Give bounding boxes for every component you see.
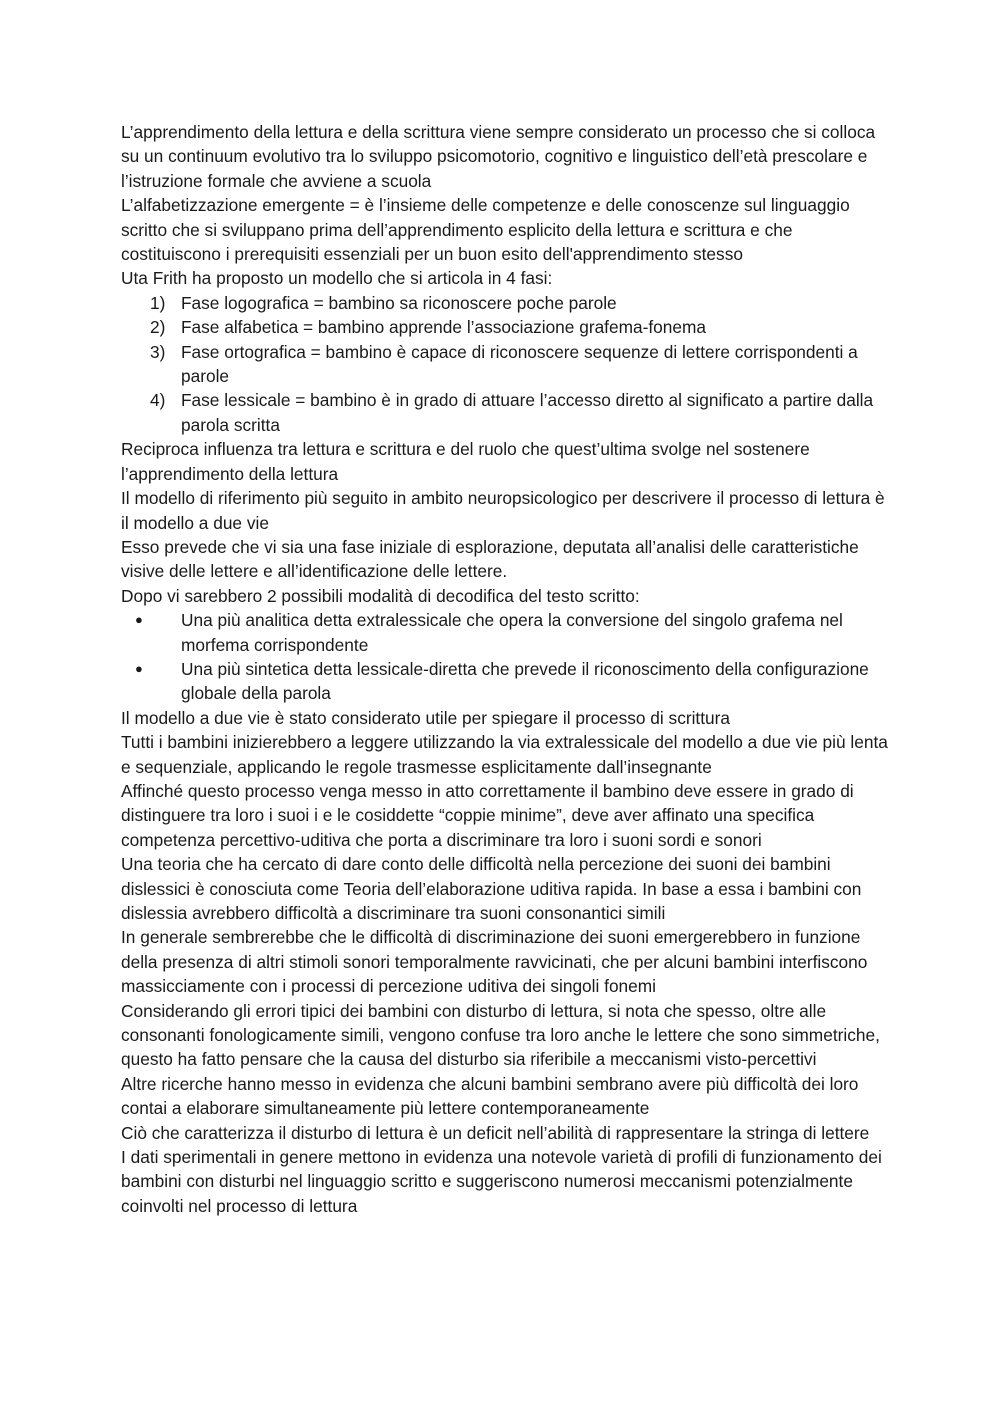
document-body <box>121 120 891 1218</box>
paragraph-typical-errors: Considerando gli errori tipici dei bambini con disturbo di lettura, si nota che spesso, oltre alle consonanti fonologicamente simili, vengono confuse tra loro anche le lettere che sono simmetriche, questo ha fatto pensare che la causa del disturbo sia riferibile a meccanismi visto-percettivi <box>121 1000 880 1070</box>
phases-list <box>121 291 891 437</box>
list-number: 3) <box>150 341 166 362</box>
paragraph-writing-process: Il modello a due vie è stato considerato utile per spiegare il processo di scrittura <box>121 707 731 728</box>
list-item-text: Fase lessicale = bambino è in grado di attuare l’accesso diretto al significato a partire dalla parola scritta <box>181 390 874 435</box>
list-number: 1) <box>150 292 166 313</box>
paragraph-minimal-pairs: Affinché questo processo venga messo in atto correttamente il bambino deve essere in grado di distinguere tra loro i suoi i e le cosiddette “coppie minime”, deve aver affinato una specifica competenza percettivo-uditiva che porta a discriminare tra loro i suoni sordi e sonori <box>121 780 854 850</box>
list-item <box>121 340 891 389</box>
list-item-text: Una più analitica detta extralessicale che opera la conversione del singolo grafema nel morfema corrispondente <box>181 610 843 655</box>
paragraph-exploration-phase: Esso prevede che vi sia una fase iniziale di esplorazione, deputata all’analisi delle caratteristiche visive delle lettere e all’identificazione delle lettere. <box>121 536 859 582</box>
paragraph-emergent-literacy: L’alfabetizzazione emergente = è l’insieme delle competenze e delle conoscenze sul linguaggio scritto che si sviluppano prima dell’apprendimento esplicito della lettura e scrittura e che costituiscono i prerequisiti essenziali per un buon esito dell'apprendimento stesso <box>121 195 850 265</box>
list-number: 4) <box>150 390 166 411</box>
bullet-icon: ● <box>135 612 143 628</box>
bullet-icon: ● <box>135 660 143 676</box>
list-item <box>121 608 891 657</box>
list-number: 2) <box>150 317 166 338</box>
paragraph-decoding-modes: Dopo vi sarebbero 2 possibili modalità di decodifica del testo scritto: <box>121 585 640 606</box>
paragraph-dual-route-model: Il modello di riferimento più seguito in ambito neuropsicologico per descrivere il processo di lettura è il modello a due vie <box>121 488 885 533</box>
list-item-text: Fase ortografica = bambino è capace di riconoscere sequenze di lettere corrispondenti a parole <box>181 341 858 387</box>
paragraph-extralexical-route: Tutti i bambini inizierebbero a leggere utilizzando la via extralessicale del modello a due vie più lenta e sequenziale, applicando le regole trasmesse esplicitamente dall’insegnante <box>121 732 888 777</box>
list-item-text: Una più sintetica detta lessicale-diretta che prevede il riconoscimento della configurazione globale della parola <box>181 658 869 704</box>
paragraph-reciprocal-influence: Reciproca influenza tra lettura e scrittura e del ruolo che quest’ultima svolge nel sostenere l’apprendimento della lettura <box>121 439 810 484</box>
paragraph-frith-model: Uta Frith ha proposto un modello che si articola in 4 fasi: <box>121 268 553 289</box>
paragraph-reading-deficit: Ciò che caratterizza il disturbo di lettura è un deficit nell’abilità di rappresentare la stringa di lettere <box>121 1122 870 1143</box>
list-item-text: Fase alfabetica = bambino apprende l’associazione grafema-fonema <box>181 317 706 338</box>
modes-list <box>121 608 891 706</box>
paragraph-experimental-data: I dati sperimentali in genere mettono in evidenza una notevole varietà di profili di funzionamento dei bambini con disturbi nel linguaggio scritto e suggeriscono numerosi meccanismi potenzialmente coinvolti nel processo di lettura <box>121 1147 882 1216</box>
list-item <box>121 388 891 437</box>
list-item <box>121 315 891 339</box>
paragraph-auditory-theory: Una teoria che ha cercato di dare conto delle difficoltà nella percezione dei suoni dei bambini dislessici è conosciuta come Teoria dell’elaborazione uditiva rapida. In base a essa i bambini con dislessia avrebbero difficoltà a discriminare tra suoni consonantici simili <box>121 854 862 923</box>
paragraph-other-research: Altre ricerche hanno messo in evidenza che alcuni bambini sembrano avere più difficoltà dei loro contai a elaborare simultaneamente più lettere contemporaneamente <box>121 1073 859 1119</box>
list-item <box>121 291 891 315</box>
paragraph-intro: L’apprendimento della lettura e della scrittura viene sempre considerato un processo che si colloca su un continuum evolutivo tra lo sviluppo psicomotorio, cognitivo e linguistico dell’età prescolare e l’istruzione formale che avviene a scuola <box>121 122 876 191</box>
list-item <box>121 657 891 706</box>
list-item-text: Fase logografica = bambino sa riconoscere poche parole <box>181 292 617 313</box>
paragraph-sound-discrimination: In generale sembrerebbe che le difficoltà di discriminazione dei suoni emergerebbero in funzione della presenza di altri stimoli sonori temporalmente ravvicinati, che per alcuni bambini interfiscono massicciamente con i processi di percezione uditiva dei singoli fonemi <box>121 927 868 997</box>
